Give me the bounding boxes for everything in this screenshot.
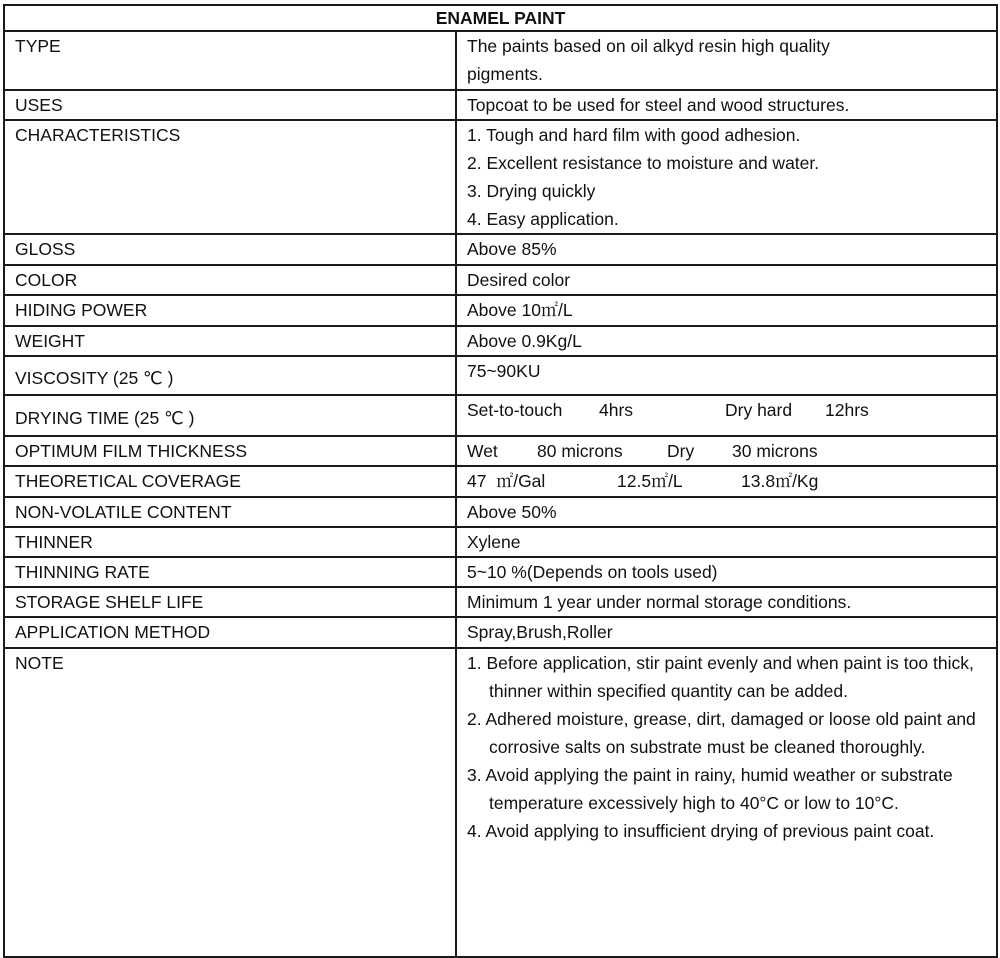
row-gloss [4,234,997,265]
value-viscosity: 75~90KU [456,356,997,395]
coverage-gal-unit: /Gal [513,471,546,491]
characteristic-item: 4. Easy application. [467,209,619,229]
note-item: 2. Adhered moisture, grease, dirt, damaged or loose old paint and corrosive salts on substrate must be cleaned thoroughly. [467,709,976,757]
label-thinning-rate: THINNING RATE [4,557,456,587]
value-drying-time [456,395,997,436]
label-drying-time: DRYING TIME (25 ℃ ) [4,395,456,436]
row-shelf-life [4,587,997,617]
characteristic-item: 3. Drying quickly [467,181,596,201]
coverage-per-kg [741,467,818,496]
row-weight [4,326,997,356]
row-type [4,31,997,90]
characteristic-item: 2. Excellent resistance to moisture and water. [467,153,820,173]
label-thinner: THINNER [4,527,456,557]
hiding-power-amount: Above 10 [467,300,541,320]
dry-hard-label: Dry hard [725,400,793,420]
value-gloss: Above 85% [456,234,997,265]
row-drying-time [4,395,997,436]
label-characteristics: CHARACTERISTICS [4,120,456,234]
hiding-power-per: /L [557,300,573,320]
value-color: Desired color [456,265,997,295]
enamel-paint-spec-table [3,4,998,958]
row-note [4,648,997,957]
value-type-line2: pigments. [467,64,543,84]
square-meter-unit: ㎡ [496,472,514,492]
row-hiding-power [4,295,997,326]
value-non-volatile: Above 50% [456,497,997,527]
note-item: 3. Avoid applying the paint in rainy, humid weather or substrate temperature excessively high to 40°C or low to 10°C. [467,765,953,813]
value-coverage [456,466,997,497]
coverage-gal-amount: 47 [467,471,487,491]
label-shelf-life: STORAGE SHELF LIFE [4,587,456,617]
row-uses [4,90,997,120]
row-non-volatile [4,497,997,527]
value-film-thickness [456,436,997,466]
table-title: ENAMEL PAINT [4,5,997,31]
wet-label: Wet [467,441,498,461]
label-note: NOTE [4,648,456,957]
label-film-thickness: OPTIMUM FILM THICKNESS [4,436,456,466]
value-hiding-power [456,295,997,326]
label-weight: WEIGHT [4,326,456,356]
row-characteristics [4,120,997,234]
value-application-method: Spray,Brush,Roller [456,617,997,648]
value-shelf-life: Minimum 1 year under normal storage conditions. [456,587,997,617]
label-viscosity: VISCOSITY (25 ℃ ) [4,356,456,395]
set-to-touch-value: 4hrs [599,400,634,420]
dry-label: Dry [667,441,695,461]
coverage-per-gal [467,467,617,496]
dry-value: 30 microns [732,441,818,461]
square-meter-unit: ㎡ [651,472,669,492]
characteristic-item: 1. Tough and hard film with good adhesion. [467,125,801,145]
value-thinner: Xylene [456,527,997,557]
label-non-volatile: NON-VOLATILE CONTENT [4,497,456,527]
value-type [456,31,997,90]
label-coverage: THEORETICAL COVERAGE [4,466,456,497]
row-thinner [4,527,997,557]
value-thinning-rate: 5~10 %(Depends on tools used) [456,557,997,587]
row-application-method [4,617,997,648]
note-item: 1. Before application, stir paint evenly and when paint is too thick, thinner within specified quantity can be added. [467,653,974,701]
value-note [456,648,997,957]
row-thinning-rate [4,557,997,587]
coverage-per-liter [617,467,741,496]
label-type: TYPE [4,31,456,90]
coverage-liter-unit: /L [668,471,683,491]
value-type-line1: The paints based on oil alkyd resin high quality [467,36,830,56]
label-application-method: APPLICATION METHOD [4,617,456,648]
value-characteristics [456,120,997,234]
coverage-liter-amount: 12.5 [617,471,652,491]
label-gloss: GLOSS [4,234,456,265]
coverage-kg-amount: 13.8 [741,471,776,491]
wet-value: 80 microns [537,441,623,461]
value-weight: Above 0.9Kg/L [456,326,997,356]
label-hiding-power: HIDING POWER [4,295,456,326]
row-film-thickness [4,436,997,466]
value-uses: Topcoat to be used for steel and wood structures. [456,90,997,120]
note-item: 4. Avoid applying to insufficient drying of previous paint coat. [467,821,935,841]
label-color: COLOR [4,265,456,295]
label-uses: USES [4,90,456,120]
row-viscosity [4,356,997,395]
set-to-touch-label: Set-to-touch [467,400,563,420]
row-color [4,265,997,295]
square-meter-unit: ㎡ [775,472,793,492]
coverage-kg-unit: /Kg [792,471,819,491]
table-header-row [4,5,997,31]
square-meter-unit: ㎡ [540,301,558,321]
dry-hard-value: 12hrs [825,400,869,420]
row-coverage [4,466,997,497]
